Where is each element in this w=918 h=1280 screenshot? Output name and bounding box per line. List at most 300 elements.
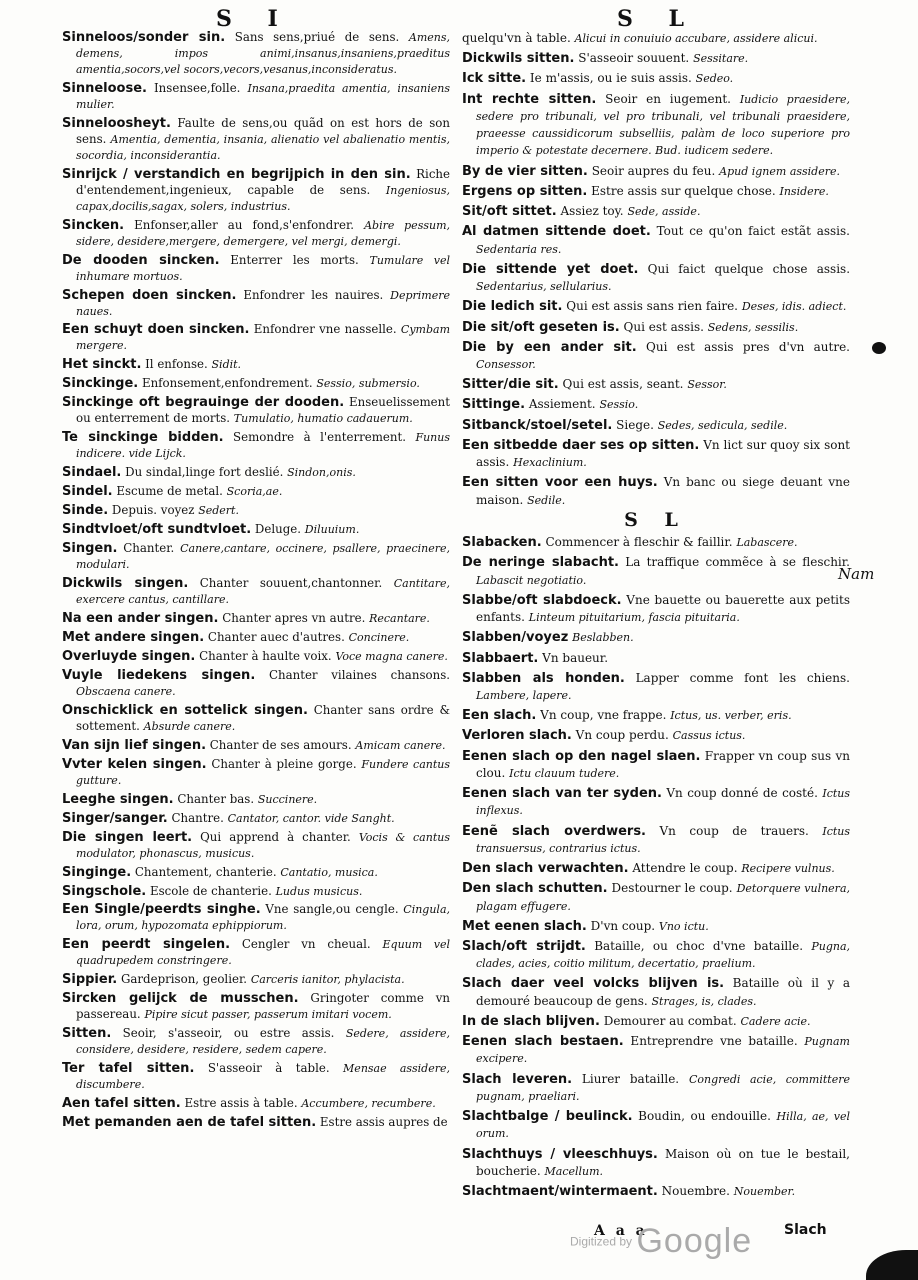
entry-definition: Qui est assis. — [619, 319, 708, 334]
entry-definition: Chanter. — [117, 541, 181, 556]
entry-definition: Vn coup de trauers. — [646, 823, 823, 838]
dictionary-entry — [462, 1108, 850, 1142]
entry-definition: Enfondrer les nauires. — [236, 287, 391, 302]
entry-latin-gloss: Succinere. — [257, 792, 318, 806]
dictionary-entry — [462, 1033, 850, 1067]
entry-headword: Sinckinge oft begrauinge der dooden. — [62, 395, 345, 411]
entry-latin-gloss: Fundere cantus gutture. — [76, 757, 451, 787]
entry-headword: Slach leveren. — [462, 1071, 573, 1087]
entry-latin-gloss: Recipere vulnus. — [741, 862, 835, 876]
entry-latin-gloss: Concinere. — [348, 630, 410, 644]
entry-latin-gloss: Amicam canere. — [355, 738, 446, 752]
entry-latin-gloss: Scoria,ae. — [226, 485, 283, 499]
entry-headword: Den slach schutten. — [462, 881, 608, 897]
entry-definition: Gardeprison, geolier. — [117, 972, 251, 987]
dictionary-entry — [462, 650, 850, 667]
entry-latin-gloss: Ludus musicus. — [275, 884, 363, 898]
entry-definition: Enterrer les morts. — [219, 252, 370, 267]
entry-latin-gloss: Carceris ianitor, phylacista. — [250, 973, 405, 987]
dictionary-entry — [462, 376, 850, 393]
entry-latin-gloss: Vocis & cantus modulator, phonascus, musicus. — [76, 830, 450, 860]
dictionary-entry — [62, 322, 450, 354]
entry-headword: Sindel. — [62, 484, 113, 500]
entry-latin-gloss: Insana,praedita amentia, insaniens mulier. — [76, 81, 450, 111]
entry-headword: Die sittende yet doet. — [462, 261, 639, 277]
entry-latin-gloss: Mensae assidere, discumbere. — [76, 1062, 451, 1092]
entry-definition: Gringoter comme vn passereau. — [76, 991, 450, 1022]
entry-latin-gloss: Absurde canere. — [143, 719, 236, 733]
dictionary-entry — [462, 592, 850, 626]
entry-latin-gloss: Diluuium. — [304, 523, 360, 537]
entry-definition: Vne bauette ou bauerette aux petits enfants. — [476, 592, 850, 625]
dictionary-entry — [462, 938, 850, 972]
entry-latin-gloss: Ictus transuersus, contrarius ictus. — [476, 824, 850, 855]
entry-definition: Destourner le coup. — [607, 881, 737, 896]
entry-latin-gloss: Sedentaria res. — [476, 242, 562, 256]
dictionary-entry — [62, 395, 450, 427]
dictionary-entry — [462, 534, 850, 551]
dictionary-entry — [462, 727, 850, 744]
dictionary-entry — [62, 522, 450, 538]
dictionary-entry — [62, 116, 450, 164]
entry-headword: Met eenen slach. — [462, 918, 587, 934]
entry-latin-gloss: Nouember. — [733, 1185, 796, 1199]
ink-blot — [872, 342, 886, 354]
entry-latin-gloss: Sedile. — [527, 493, 566, 507]
entry-definition: Il enfonse. — [141, 357, 212, 372]
entry-definition: Depuis. voyez — [108, 503, 199, 518]
entry-latin-gloss: Accumbere, recumbere. — [301, 1097, 436, 1111]
dictionary-entry — [62, 167, 450, 215]
entry-headword: Slachtbalge / beulinck. — [462, 1109, 633, 1125]
entry-latin-gloss: Funus indicere. vide Lijck. — [76, 431, 450, 461]
entry-headword: Sindtvloet/oft sundtvloet. — [62, 522, 252, 538]
dictionary-entry — [62, 811, 450, 827]
entry-headword: De neringe slabacht. — [462, 555, 619, 571]
entry-latin-gloss: Abire pessum, sidere, desidere,mergere, demergere, vel mergi, demergi. — [76, 218, 450, 248]
entry-headword: Eenen slach op den nagel slaen. — [462, 748, 701, 764]
dictionary-entry — [62, 611, 450, 627]
entry-headword: Te sinckinge bidden. — [62, 430, 224, 446]
entry-headword: By de vier sitten. — [462, 163, 588, 179]
entry-headword: Ick sitte. — [462, 71, 527, 87]
dictionary-entry — [62, 465, 450, 481]
entry-headword: Singinge. — [62, 864, 132, 880]
dictionary-entry — [462, 823, 850, 857]
entry-definition: Assiement. — [525, 397, 600, 412]
entry-headword: Na een ander singen. — [62, 610, 219, 626]
dictionary-entry — [62, 937, 450, 969]
entry-definition: Frapper vn coup sus vn clou. — [476, 748, 850, 780]
entry-definition: Bataille où il y a demouré beaucoup de gens. — [476, 976, 850, 1008]
entry-definition: Vn baueur. — [538, 650, 609, 665]
entry-definition: Faulte de sens,ou quãd on est hors de son sens. — [76, 115, 450, 146]
entry-headword: Sindael. — [62, 465, 122, 481]
dictionary-entry — [462, 1013, 850, 1030]
entry-headword: Sinneloosheyt. — [62, 115, 171, 131]
entry-definition: S'asseoir souuent. — [574, 51, 694, 66]
entry-definition: Tout ce qu'on faict estãt assis. — [650, 224, 850, 239]
entry-definition: Riche d'entendement,ingenieux, capable de sens. — [76, 166, 451, 197]
entry-headword: Eenen slach bestaen. — [462, 1034, 624, 1050]
watermark-google: Google — [636, 1222, 753, 1260]
entry-latin-gloss: Cantator, cantor. vide Sanght. — [227, 811, 395, 825]
dictionary-entry — [62, 253, 450, 285]
entry-latin-gloss: Hilla, ae, vel orum. — [476, 1110, 850, 1141]
entry-latin-gloss: Pugnam excipere. — [476, 1035, 850, 1066]
entry-latin-gloss: Equum vel quadrupedem constringere. — [76, 938, 450, 968]
entry-latin-gloss: Sedens, sessilis. — [707, 320, 799, 334]
entry-latin-gloss: Amens, demens, impos animi,insanus,insaniens,praeditus amentia,socors,vel socors,vecors,vesanus,inconsideratus. — [76, 31, 450, 76]
entry-definition: Attendre le coup. — [628, 861, 742, 876]
entry-latin-gloss: Ictus inflexus. — [476, 787, 850, 818]
dictionary-entry — [462, 748, 850, 782]
entry-latin-gloss: Deprimere naues. — [76, 288, 450, 318]
entry-latin-gloss: Alicui in conuiuio accubare, assidere alicui. — [574, 32, 818, 45]
entry-headword: Slabbaert. — [462, 650, 539, 666]
entry-definition: Vn coup, vne frappe. — [536, 708, 671, 723]
entry-headword: Aen tafel sitten. — [62, 1096, 181, 1112]
entry-definition: Chanter de ses amours. — [206, 737, 356, 752]
dictionary-entry — [462, 91, 850, 160]
dictionary-entry — [462, 554, 850, 588]
entry-latin-gloss: Congredi acie, committere pugnam, praeliari. — [476, 1072, 850, 1103]
entry-definition: Chantement, chanterie. — [131, 864, 281, 879]
entry-definition: Qui est assis, seant. — [558, 377, 688, 392]
entry-definition: Deluge. — [251, 522, 305, 537]
entry-headword: Slach daer veel volcks blijven is. — [462, 976, 725, 992]
entry-definition: Siege. — [612, 417, 658, 432]
dictionary-entry — [62, 757, 450, 789]
entry-latin-gloss: Tumulatio, humatio cadauerum. — [233, 412, 413, 426]
dictionary-entry — [462, 918, 850, 935]
entry-latin-gloss: Sedeo. — [695, 72, 734, 86]
dictionary-entry — [462, 183, 850, 200]
entry-definition: Chanter vilaines chansons. — [255, 667, 450, 682]
entry-headword: Singschole. — [62, 883, 147, 899]
entry-definition: Nouembre. — [657, 1184, 734, 1199]
dictionary-entry — [62, 630, 450, 646]
entry-definition: Enfonsement,enfondrement. — [138, 376, 317, 391]
dictionary-entry — [462, 417, 850, 434]
entry-latin-gloss: Labascit negotiatio. — [476, 573, 587, 587]
entry-latin-gloss: Obscaena canere. — [76, 684, 176, 698]
entry-headword: Al datmen sittende doet. — [462, 224, 651, 240]
entry-headword: Sippier. — [62, 972, 118, 988]
entry-headword: Overluyde singen. — [62, 648, 196, 664]
entry-definition: Maison où on tue le bestail, boucherie. — [476, 1146, 850, 1178]
dictionary-entry — [462, 339, 850, 373]
entry-latin-gloss: Hexaclinium. — [513, 456, 587, 470]
entry-headword: In de slach blijven. — [462, 1013, 600, 1029]
entry-definition: Lapper comme font les chiens. — [624, 670, 850, 685]
entry-definition: D'vn coup. — [586, 918, 659, 933]
entry-latin-gloss: Amentia, dementia, insania, alienatio vel abalienatio mentis, socordia, inconsiderantia. — [76, 132, 450, 162]
entry-headword: Een Single/peerdts singhe. — [62, 902, 261, 918]
entry-definition: Enfonser,aller au fond,s'enfondrer. — [124, 217, 365, 232]
entry-headword: Slabacken. — [462, 535, 542, 551]
entry-latin-gloss: Cingula, lora, orum, hypozomata ephippiorum. — [76, 903, 450, 933]
entry-definition: Qui faict quelque chose assis. — [638, 261, 851, 276]
signature-mark: A a a — [594, 1223, 648, 1239]
entry-definition: Enseuelissement ou enterrement de morts. — [76, 395, 450, 426]
entry-headword: Eenẽ slach overdwers. — [462, 823, 646, 839]
entry-latin-gloss: Tumulare vel inhumare mortuos. — [76, 253, 450, 283]
entry-headword: Sittinge. — [462, 397, 526, 413]
dictionary-entry — [62, 865, 450, 881]
entry-definition: Bataille, ou choc d'vne bataille. — [585, 939, 812, 954]
dictionary-entry — [462, 319, 850, 336]
dictionary-entry — [462, 203, 850, 220]
entry-definition: Liurer bataille. — [572, 1071, 689, 1086]
entry-definition: Assiez toy. — [556, 204, 628, 219]
entry-latin-gloss: Canere,cantare, occinere, psallere, praecinere, modulari. — [76, 542, 451, 572]
entry-headword: Onschicklick en sottelick singen. — [62, 702, 308, 718]
dictionary-entry — [462, 975, 850, 1009]
entry-headword: Met pemanden aen de tafel sitten. — [62, 1115, 317, 1131]
entry-definition: Chanter à haulte voix. — [195, 648, 336, 663]
entry-headword: Die sit/oft geseten is. — [462, 319, 620, 335]
dictionary-entry — [462, 437, 850, 471]
entry-latin-gloss: Recantare. — [369, 611, 430, 625]
dictionary-entry — [62, 902, 450, 934]
entry-headword: Schepen doen sincken. — [62, 287, 237, 303]
catchword: Slach — [784, 1222, 827, 1238]
entry-definition: Du sindal,linge fort deslié. — [121, 465, 288, 480]
entry-headword: Een sitten voor een huys. — [462, 475, 658, 491]
dictionary-entry — [62, 576, 450, 608]
dictionary-entry — [462, 298, 850, 315]
entry-latin-gloss: Sindon,onis. — [287, 466, 356, 480]
entry-headword: Singer/sanger. — [62, 810, 168, 826]
entry-headword: Slabben/voyez — [462, 630, 569, 646]
dictionary-entry — [462, 1071, 850, 1105]
entry-latin-gloss: Cadere acie. — [740, 1014, 811, 1028]
entry-headword: Ter tafel sitten. — [62, 1061, 195, 1077]
entry-headword: Eenen slach van ter syden. — [462, 786, 662, 802]
entry-latin-gloss: Sessor. — [687, 378, 727, 392]
dictionary-entry — [462, 860, 850, 877]
entry-headword: Leeghe singen. — [62, 791, 174, 807]
entry-headword: Sinrijck / verstandich en begrijpich in den sin. — [62, 166, 411, 182]
dictionary-entry — [462, 261, 850, 295]
entry-latin-gloss: Pipire sicut passer, passerum imitari vocem. — [144, 1008, 392, 1022]
entry-definition: Estre assis à table. — [180, 1096, 302, 1111]
entry-definition: Qui apprend à chanter. — [192, 829, 359, 844]
entry-headword: Slabbe/oft slabdoeck. — [462, 592, 622, 608]
google-watermark — [570, 1222, 752, 1261]
entry-definition: Vne sangle,ou cengle. — [260, 902, 404, 917]
dictionary-entry — [62, 484, 450, 500]
entry-headword: Int rechte sitten. — [462, 91, 597, 107]
entry-latin-gloss: Sessio. — [599, 398, 639, 412]
entry-latin-gloss: Ictu clauum tudere. — [509, 766, 620, 780]
entry-headword: Een peerdt singelen. — [62, 937, 231, 953]
dictionary-entry — [62, 376, 450, 392]
entry-headword: De dooden sincken. — [62, 252, 220, 268]
dictionary-entry — [62, 649, 450, 665]
dictionary-entry — [62, 792, 450, 808]
entry-latin-gloss: Cantitare, exercere cantus, cantillare. — [76, 577, 450, 606]
dictionary-entry — [462, 785, 850, 819]
entry-latin-gloss: Cymbam mergere. — [76, 323, 450, 353]
entry-latin-gloss: Sessio, submersio. — [316, 377, 420, 391]
dictionary-entry — [62, 1115, 450, 1131]
entry-definition: Estre assis aupres de — [316, 1115, 448, 1130]
entry-headword: Sit/oft sittet. — [462, 204, 557, 220]
dictionary-entry — [462, 163, 850, 180]
entry-headword: Slach/oft strijdt. — [462, 939, 586, 955]
entry-headword: Vvter kelen singen. — [62, 756, 207, 772]
section-heading: S L — [624, 508, 688, 531]
entry-headword: Vuyle liedekens singen. — [62, 667, 256, 683]
entry-latin-gloss: Cassus ictus. — [672, 729, 746, 743]
dictionary-entry — [62, 830, 450, 862]
dictionary-entry — [62, 1096, 450, 1112]
entry-definition: Chantre. — [167, 810, 228, 825]
entry-latin-gloss: Macellum. — [544, 1164, 604, 1178]
dictionary-entry — [62, 430, 450, 462]
dictionary-entry — [462, 880, 850, 914]
dictionary-entry — [62, 81, 450, 113]
dictionary-entry — [62, 288, 450, 320]
dictionary-entry — [62, 1026, 450, 1058]
entry-headword: Slabben als honden. — [462, 670, 625, 686]
running-head-right: S L — [617, 6, 699, 32]
entry-headword: Sinneloos/sonder sin. — [62, 30, 226, 45]
entry-headword: Het sinckt. — [62, 357, 142, 373]
entry-headword: Sinde. — [62, 503, 109, 519]
entry-latin-gloss: Sidit. — [211, 358, 242, 372]
entry-latin-gloss: Apud ignem assidere. — [719, 164, 840, 178]
entry-headword: Singen. — [62, 541, 118, 557]
entry-latin-gloss: Lambere, lapere. — [476, 688, 572, 702]
dictionary-entry — [62, 884, 450, 900]
entry-definition: Escume de metal. — [112, 484, 227, 499]
entry-headword: Sinneloose. — [62, 80, 147, 96]
entry-latin-gloss: Insidere. — [779, 184, 829, 198]
entry-headword: Sitten. — [62, 1026, 112, 1042]
entry-definition: S'asseoir à table. — [194, 1061, 344, 1076]
dictionary-entry — [462, 670, 850, 704]
dictionary-entry — [62, 668, 450, 700]
entry-definition: Chanter souuent,chantonner. — [188, 576, 394, 591]
entry-latin-gloss: Sedes, sedicula, sedile. — [657, 418, 788, 432]
left-column — [62, 30, 450, 1134]
entry-definition: Chanter sans ordre & sottement. — [76, 702, 450, 733]
entry-latin-gloss: Beslabben. — [572, 631, 634, 645]
dictionary-entry — [62, 1061, 450, 1093]
entry-definition: Sans sens,priué de sens. — [225, 30, 409, 44]
entry-definition: Insensee,folle. — [146, 80, 248, 95]
entry-latin-gloss: Voce magna canere. — [335, 649, 448, 663]
entry-definition: Vn banc ou siege deuant vne maison. — [476, 475, 850, 507]
entry-latin-gloss: Sedentarius, sellularius. — [476, 280, 612, 294]
entry-latin-gloss: Consessor. — [476, 357, 536, 371]
entry-definition: Qui est assis sans rien faire. — [562, 299, 742, 314]
entry-headword: Dickwils singen. — [62, 576, 189, 592]
entry-definition: Chanter bas. — [173, 791, 258, 806]
entry-definition: Boudin, ou endouille. — [632, 1109, 777, 1124]
dictionary-entry — [462, 1146, 850, 1180]
entry-definition: Entreprendre vne bataille. — [623, 1034, 805, 1049]
entry-definition: Chanter apres vn autre. — [218, 610, 370, 625]
dictionary-entry — [62, 991, 450, 1023]
entry-headword: Sincken. — [62, 217, 125, 233]
entry-headword: Sitbanck/stoel/setel. — [462, 417, 613, 433]
dictionary-entry — [462, 629, 850, 646]
entry-headword: Die singen leert. — [62, 829, 193, 845]
entry-definition: Estre assis sur quelque chose. — [587, 183, 780, 198]
dictionary-entry — [62, 703, 450, 735]
entry-definition: Escole de chanterie. — [146, 883, 276, 898]
entry-latin-gloss: Cantatio, musica. — [280, 865, 378, 879]
entry-definition: Chanter à pleine gorge. — [206, 756, 362, 771]
dictionary-entry — [62, 30, 450, 78]
entry-headword: Sitter/die sit. — [462, 377, 559, 393]
dictionary-entry — [462, 396, 850, 413]
entry-headword: Dickwils sitten. — [462, 51, 575, 67]
entry-headword: Een slach. — [462, 708, 537, 724]
dictionary-entry — [62, 357, 450, 373]
dictionary-entry — [62, 218, 450, 250]
entry-latin-gloss: Sessitare. — [693, 52, 749, 66]
page-edge-shadow — [866, 1250, 918, 1280]
entry-latin-gloss: Ictus, us. verber, eris. — [670, 709, 792, 723]
dictionary-entry — [462, 707, 850, 724]
entry-headword: Slachthuys / vleeschhuys. — [462, 1146, 658, 1162]
entry-definition: Seoir en iugement. — [596, 91, 740, 106]
entry-definition: Demourer au combat. — [599, 1013, 741, 1028]
entry-headword: Een schuyt doen sincken. — [62, 322, 250, 338]
entry-definition: Enfondrer vne nasselle. — [249, 322, 401, 337]
dictionary-entry — [462, 474, 850, 508]
dictionary-entry — [462, 223, 850, 257]
entry-definition: Chanter auec d'autres. — [204, 629, 349, 644]
entry-latin-gloss: Sedere, assidere, considere, desidere, residere, sedem capere. — [76, 1027, 451, 1057]
entry-latin-gloss: Vno ictu. — [658, 919, 709, 933]
dictionary-entry — [62, 503, 450, 519]
entry-definition: Vn coup perdu. — [571, 728, 673, 743]
entry-latin-gloss: Linteum pituitarium, fascia pituitaria. — [528, 611, 740, 625]
entry-headword: Sinckinge. — [62, 376, 139, 392]
dictionary-entry — [62, 738, 450, 754]
entry-definition: Vn lict sur quoy six sont assis. — [476, 437, 851, 470]
entry-latin-gloss: Sedert. — [198, 504, 239, 518]
entry-definition: Seoir, s'asseoir, ou estre assis. — [111, 1026, 346, 1041]
entry-headword: Sircken gelijck de musschen. — [62, 991, 299, 1007]
dictionary-entry — [462, 50, 850, 67]
handwritten-margin-note: Nam — [838, 565, 875, 583]
dictionary-entry — [62, 972, 450, 988]
entry-headword: Die ledich sit. — [462, 299, 563, 315]
entry-headword: Die by een ander sit. — [462, 339, 637, 355]
dictionary-entry — [462, 70, 850, 87]
entry-definition: La traffique commẽce à se fleschir. — [619, 555, 850, 570]
entry-headword: Den slach verwachten. — [462, 861, 629, 877]
right-column — [462, 30, 850, 1203]
entry-definition: Vn coup donné de costé. — [661, 786, 823, 801]
dictionary-entry — [62, 541, 450, 573]
entry-definition: Seoir aupres du feu. — [587, 163, 720, 178]
entry-definition: Semondre à l'enterrement. — [223, 430, 416, 445]
dictionary-entry — [462, 30, 850, 47]
entry-latin-gloss: Sede, asside. — [627, 205, 701, 219]
entry-definition: Commencer à fleschir & faillir. — [541, 535, 737, 550]
entry-latin-gloss: Ingeniosus, capax,docilis,sagax, solers, industrius. — [76, 183, 450, 213]
entry-latin-gloss: Strages, is, clades. — [651, 994, 757, 1008]
entry-headword: Van sijn lief singen. — [62, 737, 207, 753]
